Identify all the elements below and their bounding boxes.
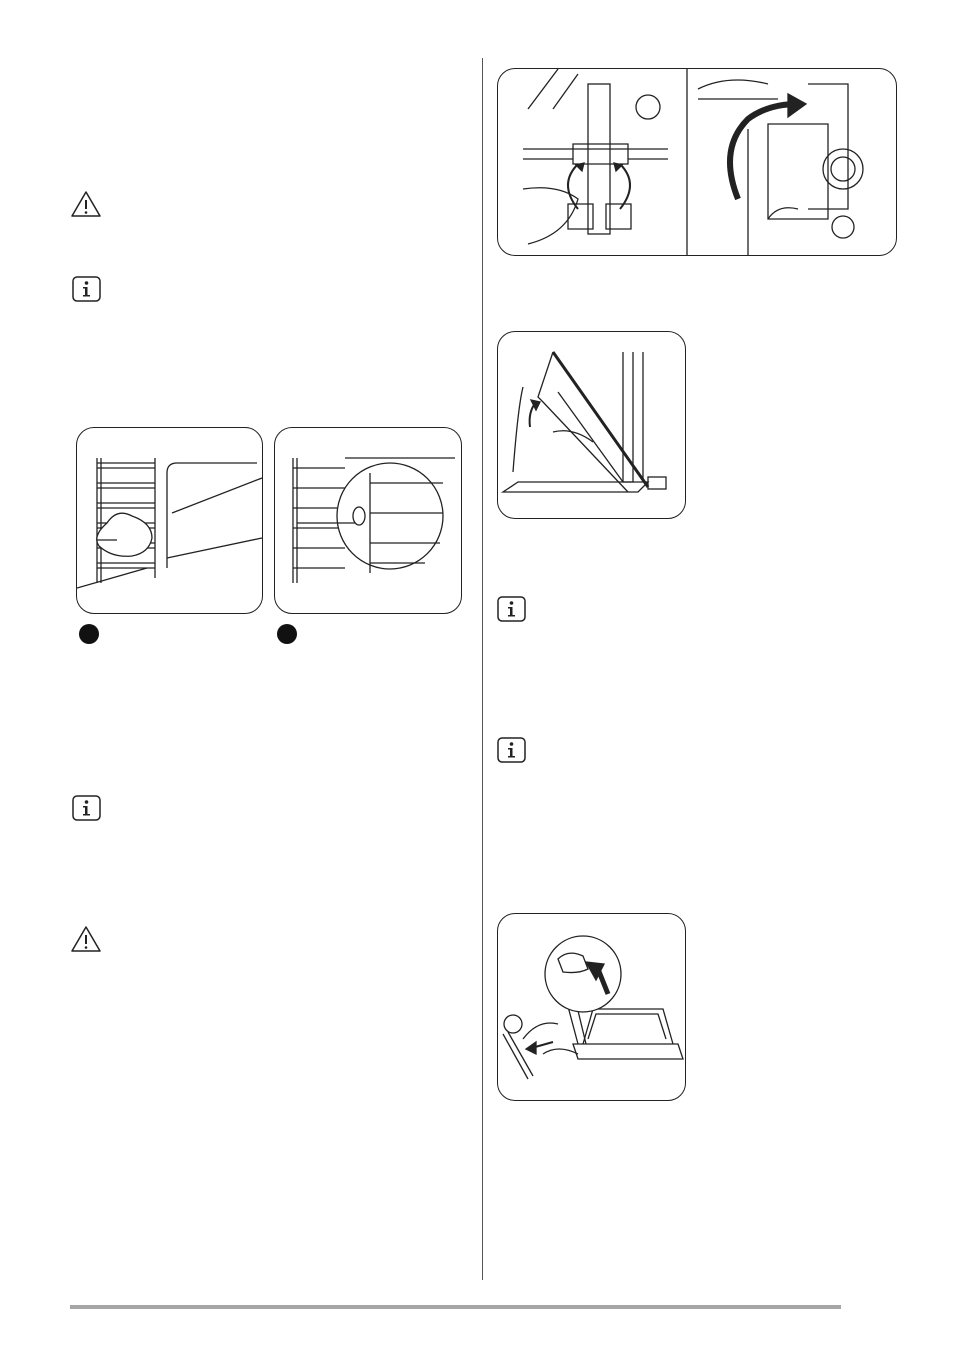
- column-divider: [482, 58, 483, 1280]
- warning-icon: [70, 190, 102, 218]
- warning-icon: [70, 925, 102, 953]
- door-hinge-figure: [497, 68, 897, 256]
- step-marker-2: [277, 624, 297, 644]
- info-icon: [497, 737, 526, 763]
- glass-panel-figure: [497, 913, 686, 1101]
- door-lift-figure: [497, 331, 686, 519]
- info-icon: [72, 276, 101, 302]
- info-icon: [497, 596, 526, 622]
- info-icon: [72, 795, 101, 821]
- shelf-support-figure-step-2: [274, 427, 462, 614]
- shelf-support-figure-step-1: [76, 427, 263, 614]
- step-marker-1: [79, 624, 99, 644]
- footer-rule: [70, 1305, 841, 1309]
